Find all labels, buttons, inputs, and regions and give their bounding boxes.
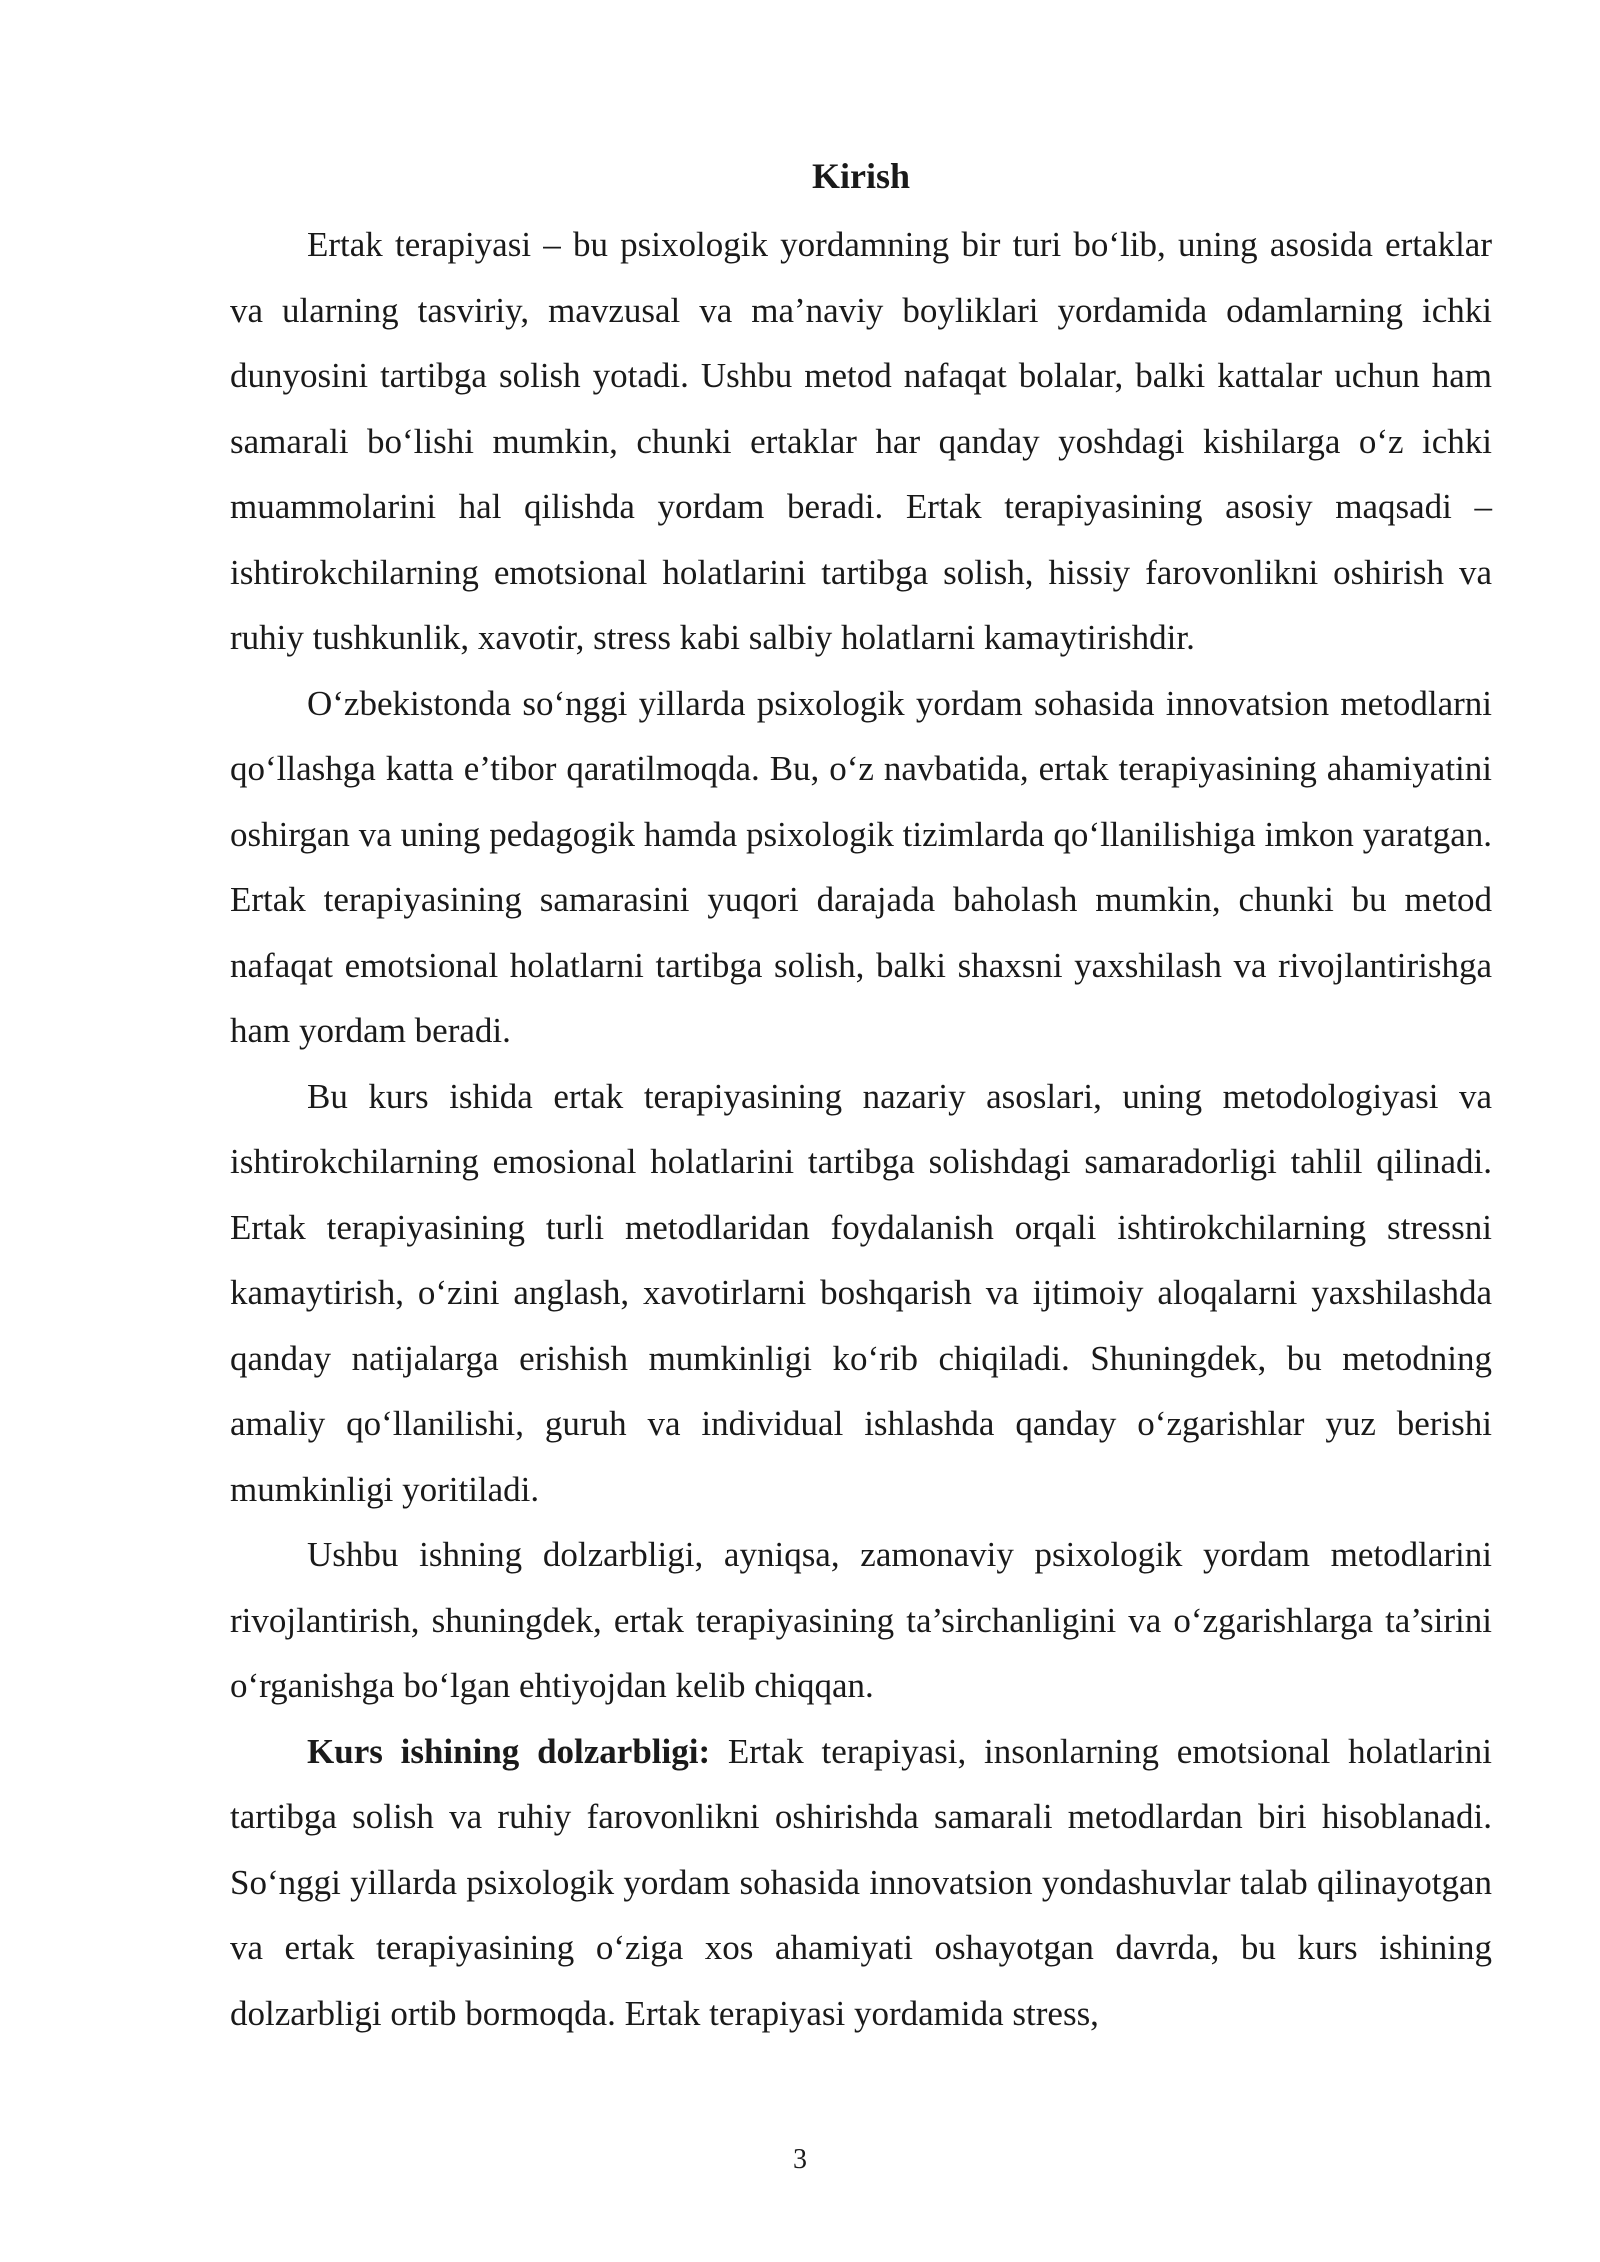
relevance-heading: Kurs ishining dolzarbligi: — [307, 1731, 711, 1771]
paragraph-intro: Ertak terapiyasi – bu psixologik yordamning bir turi bo‘lib, uning asosida ertaklar va ularning tasviriy, mavzusal va ma’naviy boyliklari yordamida odamlarning ichki dunyosini tartibga solish yotadi. Ushbu metod nafaqat bolalar, balki kattalar uchun ham samarali bo‘lishi mumkin, chunki ertaklar har qanday yoshdagi kishilarga o‘z ichki muammolarini hal qilishda yordam beradi. Ertak terapiyasining asosiy maqsadi – ishtirokchilarning emotsional holatlarini tartibga solish, hissiy farovonlikni oshirish va ruhiy tushkunlik, xavotir, stress kabi salbiy holatlarni kamaytirishdir. — [230, 225, 1492, 657]
paragraph-work-relevance: Ushbu ishning dolzarbligi, ayniqsa, zamonaviy psixologik yordam metodlarini rivojlantirish, shuningdek, ertak terapiyasining ta’sirchanligini va o‘zgarishlarga ta’sirini o‘rganishga bo‘lgan ehtiyojdan kelib chiqqan. — [230, 1535, 1492, 1705]
page-number: 3 — [793, 2144, 807, 2175]
paragraph-course-scope: Bu kurs ishida ertak terapiyasining nazariy asoslari, uning metodologiyasi va ishtirokchilarning emosional holatlarini tartibga solishdagi samaradorligi tahlil qilinadi. Ertak terapiyasining turli metodlaridan foydalanish orqali ishtirokchilarning stressni kamaytirish, o‘zini anglash, xavotirlarni boshqarish va ijtimoiy aloqalarni yaxshilashda qanday natijalarga erishish mumkinligi ko‘rib chiqiladi. Shuningdek, bu metodning amaliy qo‘llanilishi, guruh va individual ishlashda qanday o‘zgarishlar yuz berishi mumkinligi yoritiladi. — [230, 1076, 1492, 1509]
paragraph-uzbekistan: O‘zbekistonda so‘nggi yillarda psixologik yordam sohasida innovatsion metodlarni qo‘llashga katta e’tibor qaratilmoqda. Bu, o‘z navbatida, ertak terapiyasining ahamiyatini oshirgan va uning pedagogik hamda psixologik tizimlarda qo‘llanilishiga imkon yaratgan. Ertak terapiyasining samarasini yuqori darajada baholash mumkin, chunki bu metod nafaqat emotsional holatlarni tartibga solish, balki shaxsni yaxshilash va rivojlantirishga ham yordam beradi. — [230, 683, 1492, 1050]
document-body — [230, 148, 1492, 2046]
paragraph-course-relevance — [230, 1719, 1492, 2047]
section-title: Kirish — [811, 156, 910, 196]
relevance-text: Ertak terapiyasi, insonlarning emotsional holatlarini tartibga solish va ruhiy farovonlikni oshirishda samarali metodlardan biri hisoblanadi. So‘nggi yillarda psixologik yordam sohasida innovatsion yondashuvlar talab qilinayotgan va ertak terapiyasining o‘ziga xos ahamiyati oshayotgan davrda, bu kurs ishining dolzarbligi ortib bormoqda. Ertak terapiyasi yordamida stress, — [230, 1731, 1493, 2033]
